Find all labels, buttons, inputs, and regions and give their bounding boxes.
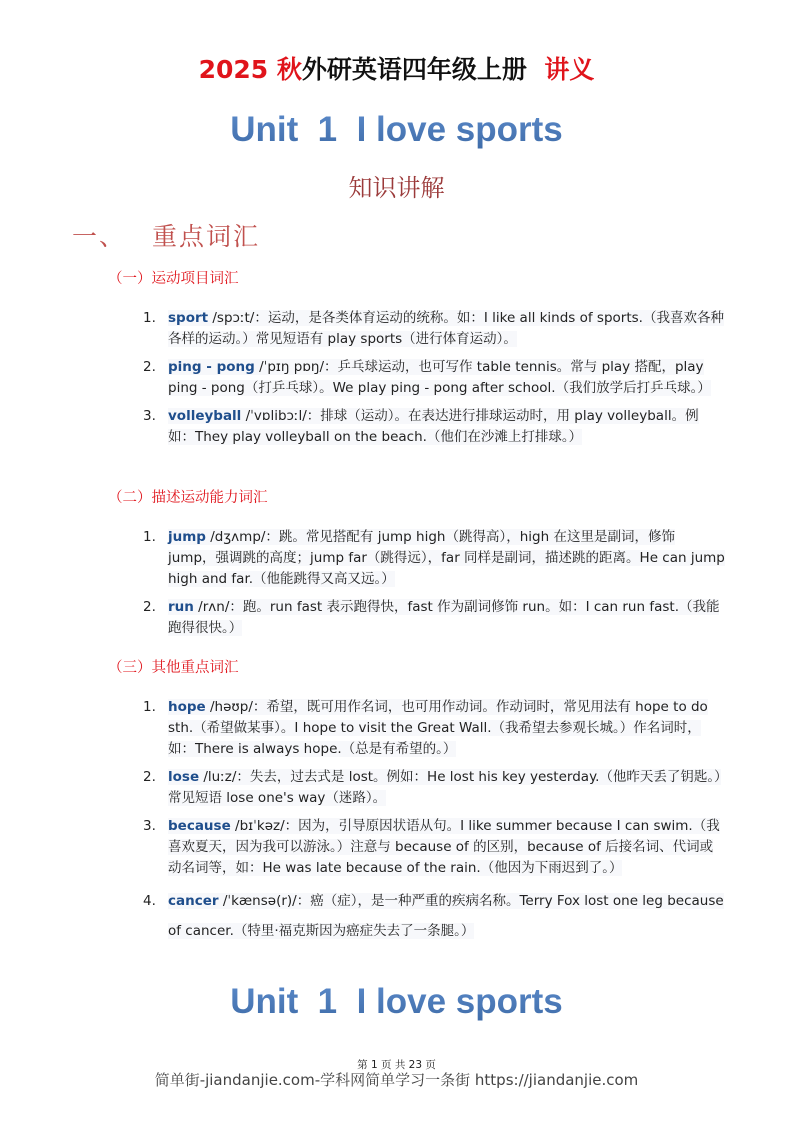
item-number: 1. — [143, 699, 156, 715]
list-item — [140, 597, 725, 639]
item-number: 1. — [143, 529, 156, 545]
headword: ping - pong — [168, 359, 255, 375]
section-heading-vocabulary — [72, 220, 260, 254]
headword: lose — [168, 769, 200, 785]
definition: /ˈpɪŋ pɒŋ/：乒乓球运动，也可写作 table tennis。常与 play 搭配，play ping - pong（打乒乓球）。We play ping - pong after school.（我们放学后打乒乓球。） — [168, 359, 711, 396]
title-year: 2025 秋 — [198, 55, 302, 84]
definition: /rʌn/：跑。run fast 表示跑得快，fast 作为副词修饰 run。如：I can run fast.（我能跑得很快。） — [168, 599, 720, 636]
item-number: 2. — [143, 769, 156, 785]
section-number: 一、 — [72, 222, 127, 251]
list-item — [140, 767, 725, 809]
list-item — [140, 357, 725, 399]
headword: hope — [168, 699, 206, 715]
list-item — [140, 816, 725, 879]
vocab-list-other — [140, 697, 725, 953]
section-subtitle: 知识讲解 — [348, 174, 445, 202]
group-heading-ability: （二）描述运动能力词汇 — [108, 490, 268, 506]
definition: /spɔːt/：运动，是各类体育运动的统称。如：I like all kinds of sports.（我喜欢各种各样的运动。）常见短语有 play sports（进行体育运动）。 — [168, 310, 724, 347]
footer-watermark: 简单街-jiandanjie.com-学科网简单学习一条街 https://jiandanjie.com — [154, 1071, 639, 1089]
vocab-list-sports — [140, 308, 725, 455]
item-number: 2. — [143, 599, 156, 615]
definition: /bɪˈkəz/：因为，引导原因状语从句。I like summer because I can swim.（我喜欢夏天，因为我可以游泳。）注意与 because of 的区别，because of 后接名词、代词或动名词等，如：He was late because of the rain.（他因为下雨迟到了。） — [168, 818, 720, 876]
vocab-list-ability — [140, 527, 725, 646]
headword: jump — [168, 529, 206, 545]
item-number: 4. — [143, 893, 156, 909]
page-indicator: 第 1 页 共 23 页 — [357, 1059, 436, 1071]
list-item — [140, 406, 725, 448]
title-handout: 讲义 — [544, 55, 595, 84]
section-title: 重点词汇 — [152, 222, 261, 251]
item-number: 3. — [143, 408, 156, 424]
item-number: 3. — [143, 818, 156, 834]
unit-banner-bottom: Unit 1 I love sports — [0, 980, 793, 1024]
headword: cancer — [168, 893, 219, 909]
definition: /dʒʌmp/：跳。常见搭配有 jump high（跳得高），high 在这里是副词，修饰 jump，强调跳的高度；jump far（跳得远），far 同样是副词，描述跳的距离。He can jump high and far.（他能跳得又高又远。） — [168, 529, 725, 587]
group-heading-sports: （一）运动项目词汇 — [108, 271, 239, 287]
group-heading-other: （三）其他重点词汇 — [108, 660, 239, 676]
unit-banner-top: Unit 1 I love sports — [0, 108, 793, 152]
list-item — [140, 308, 725, 350]
definition: /ˈvɒlibɔːl/：排球（运动）。在表达进行排球运动时，用 play volleyball。例如：They play volleyball on the beach.（他们在沙滩上打排球。） — [168, 408, 699, 445]
definition: /luːz/：失去，过去式是 lost。例如：He lost his key yesterday.（他昨天丢了钥匙。）常见短语 lose one's way（迷路）。 — [168, 769, 721, 806]
list-item — [140, 886, 725, 946]
item-number: 1. — [143, 310, 156, 326]
title-course: 外研英语四年级上册 — [301, 55, 527, 84]
page-title — [0, 52, 793, 88]
list-item — [140, 697, 725, 760]
headword: volleyball — [168, 408, 242, 424]
headword: because — [168, 818, 231, 834]
list-item — [140, 527, 725, 590]
item-number: 2. — [143, 359, 156, 375]
headword: sport — [168, 310, 209, 326]
definition: /həʊp/：希望，既可用作名词，也可用作动词。作动词时，常见用法有 hope to do sth.（希望做某事）。I hope to visit the Great Wall.（我希望去参观长城。）作名词时，如：There is always hope.（总是有希望的。） — [168, 699, 708, 757]
definition: /ˈkænsə(r)/：癌（症），是一种严重的疾病名称。Terry Fox lost one leg because of cancer.（特里·福克斯因为癌症失去了一条腿。） — [168, 893, 724, 939]
headword: run — [168, 599, 194, 615]
